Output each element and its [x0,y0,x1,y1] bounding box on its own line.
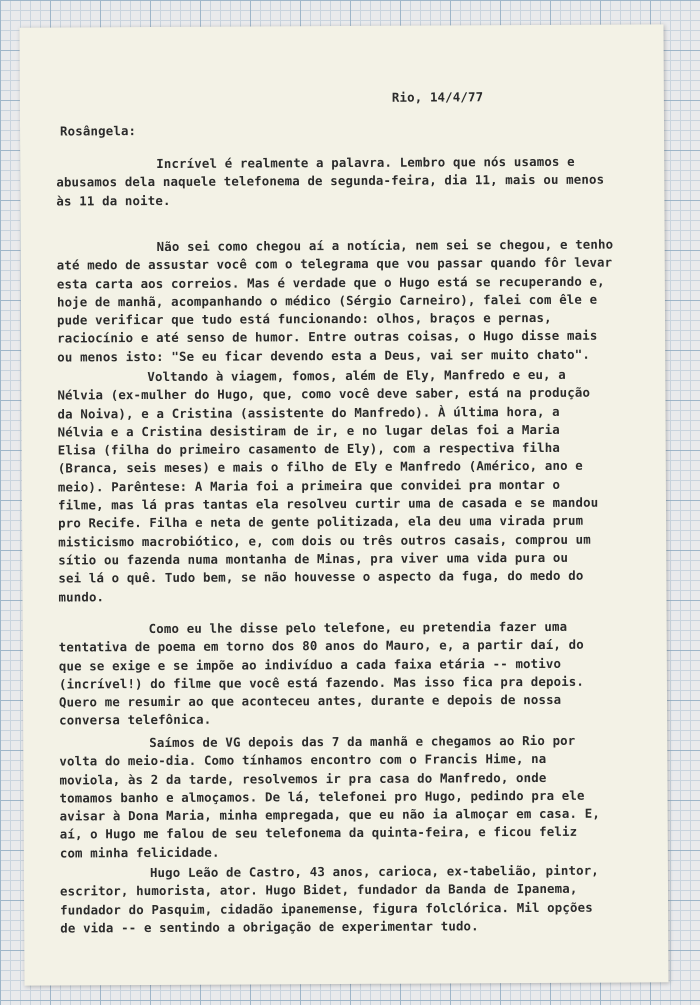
text-line: Nélvia (ex-mulher do Hugo, que, como você deve saber, está na produção [57,385,591,403]
paragraph [59,617,660,730]
paragraph [59,731,660,862]
text-line: sítio ou fazenda numa montanha de Minas, pra viver uma vida pura ou [58,549,569,568]
text-line: ou menos isto: "Se eu ficar devendo esta a Deus, vai ser muito chato". [57,346,590,365]
text-line: às 11 da noite. [56,192,171,209]
text-line: Hugo Leão de Castro, 43 anos, carioca, ex-tabelião, pintor, [149,862,599,881]
paragraph [57,235,658,366]
text-line: até medo de assustar você com o telegrama que vou passar quando fôr levar [56,254,613,273]
text-line: Nélvia e a Cristina desistiram de ir, e no lugar delas foi a Maria [57,421,560,440]
text-line: pro Recife. Filha e neta de gente politizada, ela deu uma virada prum [58,513,584,531]
text-line: pude verificar que tudo está funcionando: olhos, braços e pernas, [56,310,552,328]
letter-salutation: Rosângela: [59,123,137,139]
text-line: volta do meio-dia. Como tínhamos encontro com o Francis Hime, na [59,751,547,769]
paragraph [56,152,656,210]
text-line: escritor, humorista, ator. Hugo Bidet, fundador da Banda de Ipanema, [59,881,578,899]
text-line: com minha felicidade. [59,844,220,861]
text-line: tentativa de poema em torno dos 80 anos do Mauro, e, a partir daí, do [58,637,584,655]
text-line: hoje de manhã, acompanhando o médico (Sérgio Carneiro), falei com êle e [56,291,598,310]
text-line: tomamos banho e almoçamos. De lá, telefonei pro Hugo, pedindo pra ele [59,787,585,806]
paragraph [57,365,658,606]
letter-sheet [19,24,668,985]
text-line: Incrível é realmente a palavra. Lembro que nós usamos e [156,153,575,171]
text-line: da Noiva), e a Cristina (assistente do Manfredo). À última hora, a [57,403,560,422]
text-line: de vida -- e sentindo a obrigação de experimentar tudo. [60,918,479,936]
text-line: fundador do Pasquim, cidadão ipanemense, figura folclórica. Mil opções [60,899,593,918]
text-line: misticismo macrobiótico, e, com dois ou três outros casais, comprou um [58,531,591,550]
text-line: Não sei como chegou aí a notícia, nem sei se chegou, e tenho [156,236,614,254]
text-line: Quero me resumir ao que aconteceu antes, durante e depois de nossa [58,692,562,710]
text-line: aí, o Hugo me falou de seu telefonema da quinta-feira, e ficou feliz [59,824,578,842]
letter-date: Rio, 14/4/77 [391,89,484,105]
text-line: Como eu lhe disse pelo telefone, eu pretendia fazer uma [148,618,568,637]
text-line: (Branca, seis meses) e mais o filho de Ely e Manfredo (Américo, ano e [57,458,583,476]
typewritten-letter [19,24,668,985]
text-line: abusamos dela naquele telefonema de segunda-feira, dia 11, mais ou menos [56,171,605,190]
text-line: Saímos de VG depois das 7 da manhã e chegamos ao Rio por [149,732,576,751]
text-line: Elisa (filha do primeiro casamento de Ely), com a respectiva filha [57,440,560,458]
text-line: (incrível!) do filme que você está fazendo. Mas isso fica pra depois. [58,673,585,692]
text-line: conversa telefônica. [59,712,212,728]
text-line: meio). Parêntese: A Maria foi a primeira que convidei pra montar o [57,476,561,495]
text-line: que se exige e se impõe ao indivíduo a cada faixa etária -- motivo [58,655,562,674]
text-line: sei lá o quê. Tudo bem, se não houvesse o aspecto da fuga, do medo do [58,568,584,586]
text-line: esta carta aos correios. Mas é verdade que o Hugo está se recuperando e, [56,273,605,292]
text-line: moviola, às 2 da tarde, resolvemos ir pra casa do Manfredo, onde [59,769,547,788]
paragraph [60,861,660,937]
text-line: mundo. [58,588,105,605]
text-line: raciocínio e até senso de humor. Entre outras coisas, o Hugo disse mais [57,328,598,346]
text-line: avisar à Dona Maria, minha empregada, que eu não ia almoçar em casa. E, [59,805,600,824]
text-line: filme, mas lá pras tantas ela resolveu curtir uma de casada e se mandou [57,494,599,513]
text-line: Voltando à viagem, fomos, além de Ely, Manfredo e eu, a [147,366,566,385]
